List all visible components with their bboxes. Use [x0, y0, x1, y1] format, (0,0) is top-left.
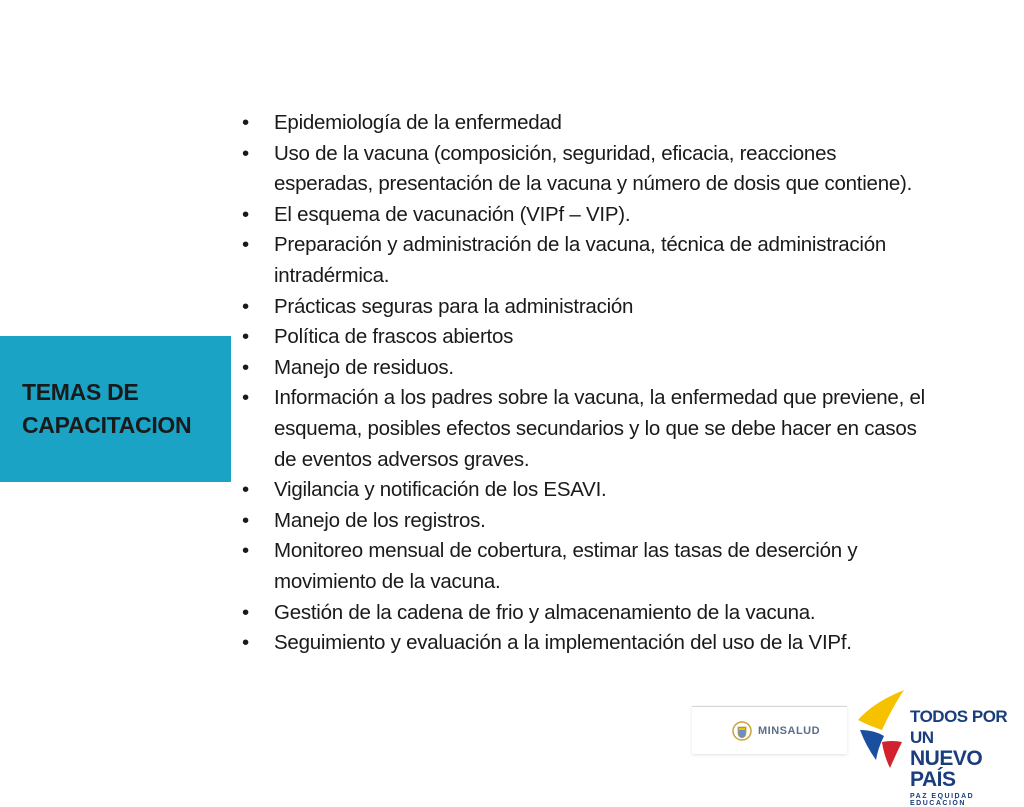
topic-list: [240, 108, 940, 659]
footer-logos: [692, 690, 1024, 807]
topic-item: • Política de frascos abiertos: [240, 322, 940, 353]
topic-item: • Información a los padres sobre la vacuna, la enfermedad que previene, el esquema, posibles efectos secundarios y lo que se debe hacer en casos de eventos adversos graves.: [240, 383, 940, 475]
slogan-line1: TODOS POR UN: [910, 707, 1008, 747]
minsalud-logo: [692, 706, 847, 754]
minsalud-label: MINSALUD: [758, 724, 821, 737]
slogan-logo: [910, 706, 1020, 807]
topic-item: • Vigilancia y notificación de los ESAVI.: [240, 475, 940, 506]
slogan-subtitle: PAZ EQUIDAD EDUCACIÓN: [910, 793, 975, 807]
slogan-line2: NUEVO PAÍS: [910, 747, 983, 791]
topic-item: • Prácticas seguras para la administración: [240, 292, 940, 323]
topic-item: • Gestión de la cadena de frio y almacenamiento de la vacuna.: [240, 598, 940, 629]
colombia-flag-swoosh-icon: [852, 690, 912, 768]
topic-item: • Preparación y administración de la vacuna, técnica de administración intradérmica.: [240, 230, 940, 291]
topic-item: • Seguimiento y evaluación a la implementación del uso de la VIPf.: [240, 628, 940, 659]
topic-item: • Epidemiología de la enfermedad: [240, 108, 940, 139]
section-title-line2: CAPACITACION: [22, 412, 192, 438]
topic-item: • Manejo de residuos.: [240, 353, 940, 384]
topic-item: • Monitoreo mensual de cobertura, estimar las tasas de deserción y movimiento de la vacuna.: [240, 536, 940, 597]
topic-item: • El esquema de vacunación (VIPf – VIP).: [240, 200, 940, 231]
topic-item: • Uso de la vacuna (composición, seguridad, eficacia, reacciones esperadas, presentación de la vacuna y número de dosis que contiene).: [240, 139, 940, 200]
section-title-line1: TEMAS DE: [22, 379, 139, 405]
topic-item: • Manejo de los registros.: [240, 506, 940, 537]
section-title-box: [0, 336, 231, 482]
coat-of-arms-icon: [732, 720, 752, 742]
